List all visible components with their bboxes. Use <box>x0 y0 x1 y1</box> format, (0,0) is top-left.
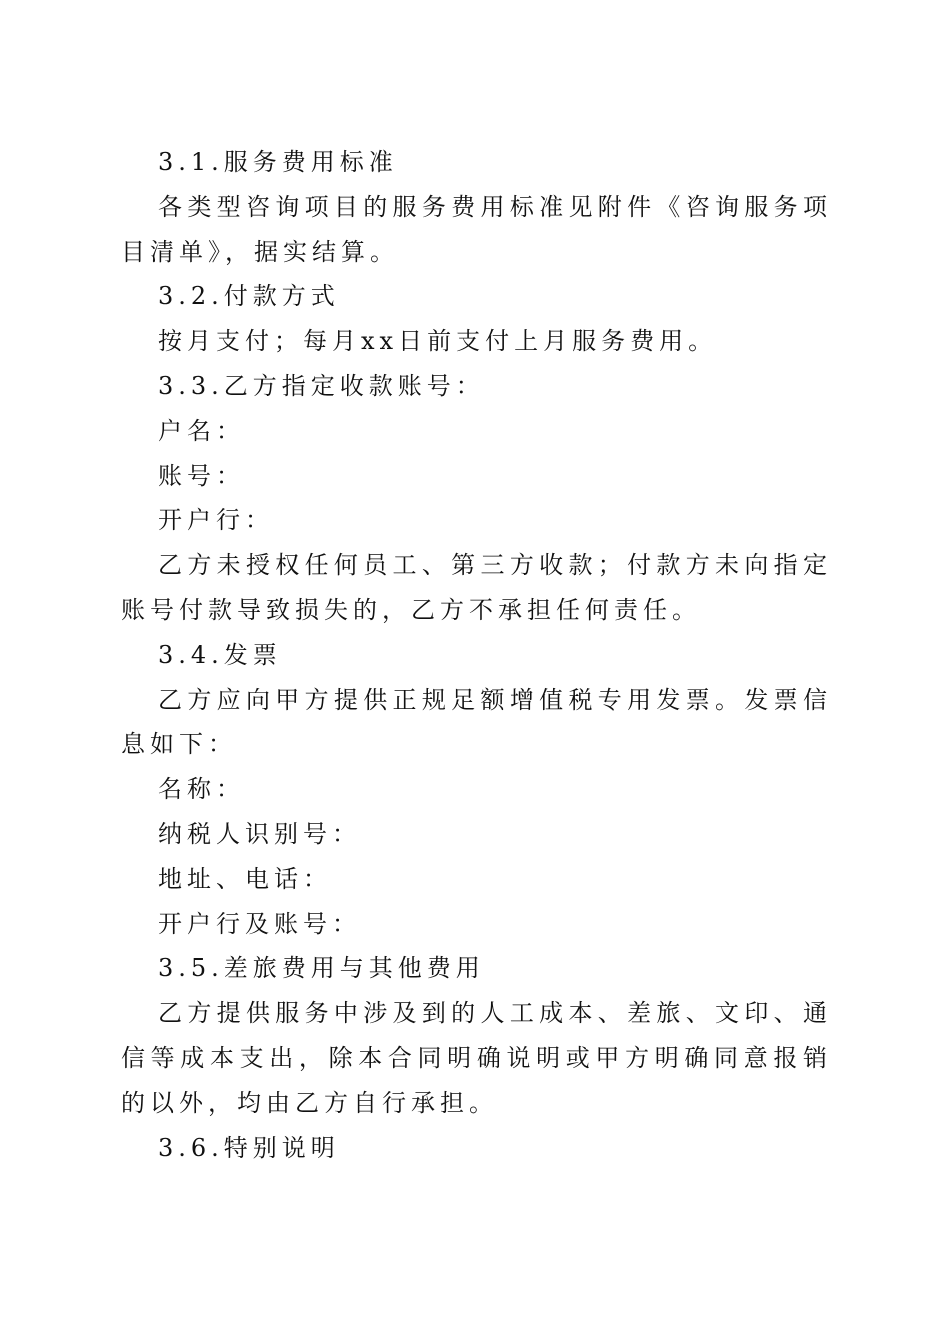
field-invoice-name: 名称： <box>158 775 245 804</box>
document-body <box>121 140 832 1170</box>
section-heading-3-5: 3.5.差旅费用与其他费用 <box>158 954 485 983</box>
field-address-phone: 地址、电话： <box>158 864 332 893</box>
paragraph-payment-method: 按月支付；每月xx日前支付上月服务费用。 <box>158 327 718 356</box>
field-account-number: 账号： <box>158 461 245 490</box>
paragraph-invoice: 乙方应向甲方提供正规足额增值税专用发票。发票信息如下： <box>121 685 832 759</box>
paragraph-service-fee-standard: 各类型咨询项目的服务费用标准见附件《咨询服务项目清单》，据实结算。 <box>121 192 832 266</box>
field-taxpayer-id: 纳税人识别号： <box>158 819 361 848</box>
paragraph-travel-expenses: 乙方提供服务中涉及到的人工成本、差旅、文印、通信等成本支出，除本合同明确说明或甲方明确同意报销的以外，均由乙方自行承担。 <box>121 999 832 1117</box>
paragraph-payment-disclaimer: 乙方未授权任何员工、第三方收款；付款方未向指定账号付款导致损失的，乙方不承担任何责任。 <box>121 551 832 624</box>
section-heading-3-6: 3.6.特别说明 <box>158 1133 340 1162</box>
section-heading-3-2: 3.2.付款方式 <box>158 282 340 311</box>
field-bank-and-account: 开户行及账号： <box>158 909 361 938</box>
section-heading-3-1: 3.1.服务费用标准 <box>158 148 398 176</box>
section-heading-3-3: 3.3.乙方指定收款账号： <box>158 371 485 400</box>
field-bank: 开户行： <box>158 506 274 535</box>
field-account-name: 户名： <box>158 416 245 445</box>
section-heading-3-4: 3.4.发票 <box>158 640 282 669</box>
